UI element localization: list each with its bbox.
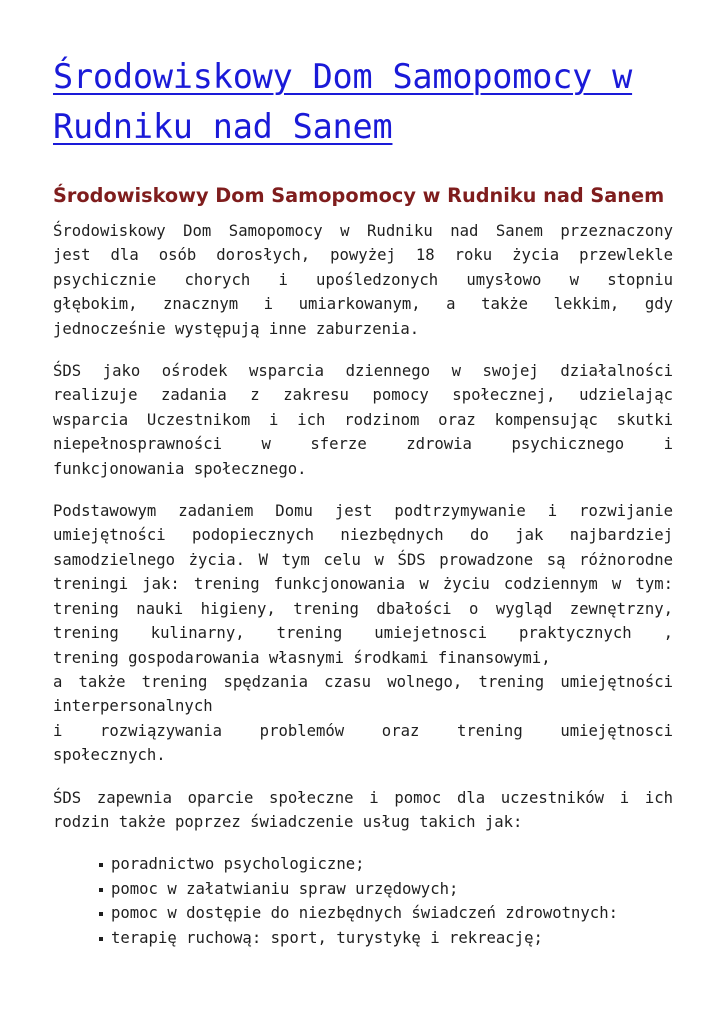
paragraph-line: trening kulinarny, trening umiejetnosci praktycznych , (53, 624, 673, 643)
paragraph (53, 219, 673, 341)
paragraph-line: funkcjonowania społecznego. (53, 459, 307, 478)
service-item: pomoc w załatwianiu spraw urzędowych; (99, 877, 673, 901)
service-item: pomoc w dostępie do niezbędnych świadczeń zdrowotnych: (99, 901, 673, 925)
paragraph-line: niepełnosprawności w sferze zdrowia psychicznego i (53, 435, 673, 454)
paragraph-line: ŚDS zapewnia oparcie społeczne i pomoc dla uczestników i ich (53, 788, 673, 807)
paragraph-line: psychicznie chorych i upośledzonych umysłowo w stopniu (53, 270, 673, 289)
paragraph-line: społecznych. (53, 746, 166, 765)
paragraph-line: jednocześnie występują inne zaburzenia. (53, 319, 420, 338)
document-title-link[interactable]: Środowiskowy Dom Samopomocy w Rudniku nad Sanem (53, 57, 633, 146)
paragraph-line: i rozwiązywania problemów oraz trening umiejętnosci (53, 721, 673, 740)
paragraph-line: wsparcia Uczestnikom i ich rodzinom oraz kompensując skutki (53, 410, 673, 429)
paragraph-line: a także trening spędzania czasu wolnego, trening umiejętności (53, 672, 673, 691)
service-item: terapię ruchową: sport, turystykę i rekreację; (99, 926, 673, 950)
paragraph-line: trening nauki higieny, trening dbałości o wygląd zewnętrzny, (53, 599, 673, 618)
document-title (53, 52, 673, 152)
paragraph-line: jest dla osób dorosłych, powyżej 18 roku życia przewlekle (53, 246, 673, 265)
paragraph (53, 499, 673, 767)
paragraph (53, 786, 673, 835)
paragraph (53, 359, 673, 481)
paragraph-line: głębokim, znacznym i umiarkowanym, a także lekkim, gdy (53, 295, 673, 314)
paragraph-line: samodzielnego życia. W tym celu w ŚDS prowadzone są różnorodne (53, 550, 673, 569)
paragraph-line: Środowiskowy Dom Samopomocy w Rudniku nad Sanem przeznaczony (53, 222, 673, 240)
paragraph-line: Podstawowym zadaniem Domu jest podtrzymywanie i rozwijanie (53, 502, 673, 521)
paragraph-line: rodzin także poprzez świadczenie usług takich jak: (53, 812, 523, 831)
paragraph-line: umiejętności podopiecznych niezbędnych do jak najbardziej (53, 526, 673, 545)
section-heading: Środowiskowy Dom Samopomocy w Rudniku nad Sanem (53, 184, 665, 207)
paragraph-line: trening gospodarowania własnymi środkami finansowymi, (53, 648, 551, 667)
body-text (53, 219, 673, 834)
service-item: poradnictwo psychologiczne; (99, 852, 673, 876)
paragraph-line: realizuje zadania z zakresu pomocy społecznej, udzielając (53, 386, 673, 405)
paragraph-line: interpersonalnych (53, 697, 213, 716)
paragraph-line: treningi jak: trening funkcjonowania w życiu codziennym w tym: (53, 575, 673, 594)
paragraph-line: ŚDS jako ośrodek wsparcia dziennego w swojej działalności (53, 362, 673, 381)
services-list (53, 852, 673, 950)
document-page (53, 52, 673, 950)
